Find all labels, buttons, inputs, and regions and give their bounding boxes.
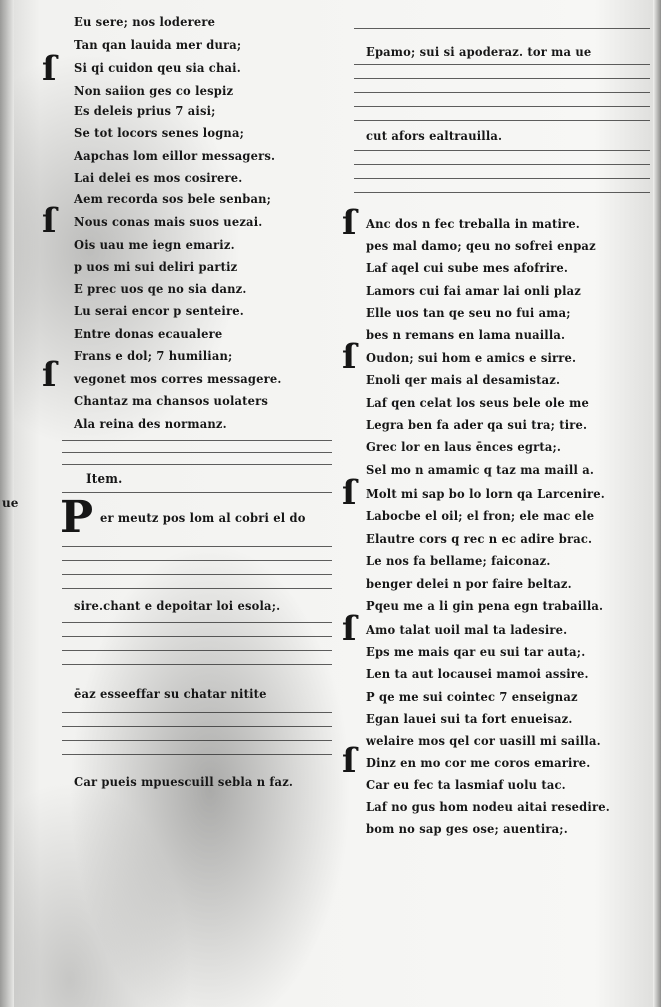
verse-line: Ois uau me iegn emariz. <box>74 237 235 252</box>
verse-line: Lamors cui fai amar lai onli plaz <box>366 283 581 298</box>
verse-line: Molt mi sap bo lo lorn qa Larcenire. <box>366 486 605 501</box>
verse-line: Le nos fa bellame; faiconaz. <box>366 553 551 568</box>
staff-line <box>62 588 332 589</box>
paraph-mark: ſ <box>342 609 357 649</box>
staff-line <box>354 178 650 179</box>
verse-line: er meutz pos lom al cobri el do <box>100 510 306 525</box>
verse-line: Ala reina des normanz. <box>74 416 227 431</box>
verse-line: Laf aqel cui sube mes afofrire. <box>366 260 569 275</box>
verse-line: Lai delei es mos cosirere. <box>74 170 243 185</box>
staff-line <box>354 164 650 165</box>
verse-line: p uos mi sui deliri partiz <box>74 259 238 274</box>
verse-line: benger delei n por faire beltaz. <box>366 576 572 591</box>
verse-line: Si qi cuidon qeu sia chai. <box>74 60 241 75</box>
verse-line: Eu sere; nos loderere <box>74 14 216 29</box>
verse-line: Grec lor en laus ēnces egrta;. <box>366 439 562 454</box>
staff-line <box>62 440 332 441</box>
verse-line: Oudon; sui hom e amics e sirre. <box>366 350 577 365</box>
verse-line: pes mal damo; qeu no sofrei enpaz <box>366 238 596 253</box>
verse-line: ēaz esseeffar su chatar nitite <box>74 686 267 701</box>
verse-line: Len ta aut locausei mamoi assire. <box>366 666 589 681</box>
staff-line <box>354 106 650 107</box>
verse-line: E prec uos qe no sia danz. <box>74 281 247 296</box>
page-edge <box>653 0 661 1007</box>
verse-line: sire.chant e depoitar loi esola;. <box>74 598 281 613</box>
staff-line <box>62 492 332 493</box>
verse-line: Epamo; sui si apoderaz. tor ma ue <box>366 44 592 59</box>
staff-line <box>354 150 650 151</box>
verse-line: Anc dos n fec treballa in matire. <box>366 216 580 231</box>
verse-line: Amo talat uoil mal ta ladesire. <box>366 622 568 637</box>
verse-line: Chantaz ma chansos uolaters <box>74 393 269 408</box>
staff-line <box>62 560 332 561</box>
verse-line: Laf qen celat los seus bele ole me <box>366 395 589 410</box>
paraph-mark: ſ <box>342 741 357 781</box>
staff-line <box>62 664 332 665</box>
verse-line: Non saiion ges co lespiz <box>74 83 234 98</box>
staff-line <box>62 574 332 575</box>
staff-line <box>62 754 332 755</box>
verse-line: Es deleis prius 7 aisi; <box>74 103 216 118</box>
staff-line <box>62 464 332 465</box>
verse-line: P qe me sui cointec 7 enseignaz <box>366 689 578 704</box>
staff-line <box>62 546 332 547</box>
paraph-mark: ſ <box>342 203 357 243</box>
verse-line: Elle uos tan qe seu no fui ama; <box>366 305 571 320</box>
staff-line <box>62 622 332 623</box>
item-label: Item. <box>86 472 123 487</box>
verse-line: Pqeu me a li gin pena egn trabailla. <box>366 598 604 613</box>
paraph-mark: ſ <box>342 473 357 513</box>
staff-line <box>354 192 650 193</box>
verse-line: bes n remans en lama nuailla. <box>366 327 566 342</box>
verse-line: Laf no gus hom nodeu aitai resedire. <box>366 799 610 814</box>
paraph-mark: ſ <box>42 201 57 241</box>
verse-line: welaire mos qel cor uasill mi sailla. <box>366 733 601 748</box>
verse-line: Tan qan lauida mer dura; <box>74 37 242 52</box>
verse-line: Aem recorda sos bele senban; <box>74 191 272 206</box>
verse-line: Labocbe el oil; el fron; ele mac ele <box>366 508 595 523</box>
staff-line <box>354 78 650 79</box>
verse-line: bom no sap ges ose; auentira;. <box>366 821 568 836</box>
staff-line <box>62 650 332 651</box>
staff-line <box>62 636 332 637</box>
staff-line <box>62 740 332 741</box>
staff-line <box>354 64 650 65</box>
paraph-mark: ſ <box>342 337 357 377</box>
verse-line: Eps me mais qar eu sui tar auta;. <box>366 644 586 659</box>
paraph-mark: ſ <box>42 355 57 395</box>
staff-line <box>354 120 650 121</box>
verse-line: cut afors ealtrauilla. <box>366 128 503 143</box>
staff-line <box>62 726 332 727</box>
verse-line: Car eu fec ta lasmiaf uolu tac. <box>366 777 566 792</box>
verse-line: Lu serai encor p senteire. <box>74 303 244 318</box>
staff-line <box>354 28 650 29</box>
verse-line: Frans e dol; 7 humilian; <box>74 348 233 363</box>
verse-line: Egan lauei sui ta fort enueisaz. <box>366 711 573 726</box>
staff-line <box>354 92 650 93</box>
decorated-initial-p: P <box>60 492 94 543</box>
verse-line: Nous conas mais suos uezai. <box>74 214 263 229</box>
staff-line <box>62 712 332 713</box>
verse-line: Legra ben fa ader qa sui tra; tire. <box>366 417 588 432</box>
verse-line: Entre donas ecaualere <box>74 326 223 341</box>
verse-line: Car pueis mpuescuill sebla n faz. <box>74 774 294 789</box>
verse-line: Dinz en mo cor me coros emarire. <box>366 755 591 770</box>
verse-line: Se tot locors senes logna; <box>74 125 245 140</box>
verse-line: Enoli qer mais al desamistaz. <box>366 372 561 387</box>
verse-line: Sel mo n amamic q taz ma maill a. <box>366 462 595 477</box>
verse-line: Elautre cors q rec n ec adire brac. <box>366 531 593 546</box>
paraph-mark: ſ <box>42 49 57 89</box>
verse-line: Aapchas lom eillor messagers. <box>74 148 276 163</box>
margin-note: ue <box>2 496 19 510</box>
verse-line: vegonet mos corres messagere. <box>74 371 282 386</box>
staff-line <box>62 452 332 453</box>
